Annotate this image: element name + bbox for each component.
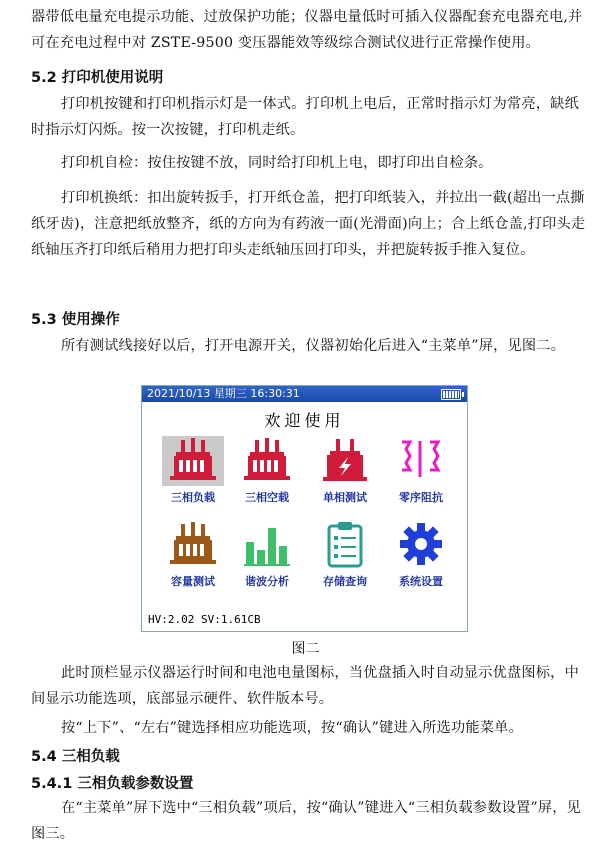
tile-label: 存储查询 bbox=[323, 575, 367, 588]
paragraph-intro: 器带低电量充电提示功能、过放保护功能；仪器电量低时可插入仪器配套充电器充电,并可在充电过程中对 ZSTE-9500 变压器能效等级综合测试仪进行正常操作使用。 bbox=[31, 9, 583, 51]
section-heading-5-3: 5.3 使用操作 bbox=[31, 312, 120, 328]
tile-label: 零序阻抗 bbox=[399, 491, 443, 504]
transformer-icon bbox=[236, 436, 298, 486]
menu-tile-harmonic-analysis[interactable] bbox=[232, 520, 302, 589]
status-bar bbox=[142, 386, 467, 402]
tile-label: 三相负载 bbox=[171, 491, 215, 504]
tile-label: 系统设置 bbox=[399, 575, 443, 588]
coil-icon bbox=[390, 436, 452, 486]
device-main-menu-screen bbox=[141, 385, 468, 632]
tile-label: 谐波分析 bbox=[245, 575, 289, 588]
tile-label: 三相空载 bbox=[245, 491, 289, 504]
paragraph-printer-button: 打印机按键和打印机指示灯是一体式。打印机上电后，正常时指示灯为常亮，缺纸时指示灯闪烁。按一次按键，打印机走纸。 bbox=[31, 96, 579, 138]
menu-tile-storage-query[interactable] bbox=[310, 520, 380, 589]
transformer-icon bbox=[162, 520, 224, 570]
menu-tile-single-phase-test[interactable] bbox=[310, 436, 380, 505]
battery-icon bbox=[441, 389, 461, 400]
lightning-transformer-icon bbox=[314, 436, 376, 486]
tile-label: 单相测试 bbox=[323, 491, 367, 504]
section-heading-5-4-1: 5.4.1 三相负载参数设置 bbox=[31, 776, 194, 792]
transformer-icon bbox=[162, 436, 224, 486]
menu-tile-system-settings[interactable] bbox=[386, 520, 456, 589]
paragraph-key-navigation: 按“上下”、“左右”键选择相应功能选项，按“确认”键进入所选功能菜单。 bbox=[61, 720, 523, 736]
paragraph-printer-selftest: 打印机自检：按住按键不放，同时给打印机上电，即打印出自检条。 bbox=[61, 155, 493, 171]
bar-chart-icon bbox=[236, 520, 298, 570]
paragraph-load-settings: 在“主菜单”屏下选中“三相负载”项后，按“确认”键进入“三相负载参数设置”屏，见图三。 bbox=[31, 800, 582, 842]
welcome-title: 欢迎使用 bbox=[264, 411, 345, 430]
menu-tile-three-phase-load[interactable] bbox=[158, 436, 228, 505]
section-heading-5-2: 5.2 打印机使用说明 bbox=[31, 70, 164, 86]
figure-caption: 图二 bbox=[291, 641, 320, 657]
menu-tile-capacity-test[interactable] bbox=[158, 520, 228, 589]
version-info: HV:2.02 SV:1.61CB bbox=[148, 613, 261, 626]
datetime-text: 2021/10/13 星期三 16:30:31 bbox=[147, 387, 300, 400]
paragraph-screen-description: 此时顶栏显示仪器运行时间和电池电量图标，当优盘插入时自动显示优盘图标，中间显示功能选项，底部显示硬件、软件版本号。 bbox=[31, 665, 579, 707]
menu-tile-zero-sequence[interactable] bbox=[386, 436, 456, 505]
gear-icon bbox=[390, 520, 452, 570]
menu-tile-three-phase-noload[interactable] bbox=[232, 436, 302, 505]
tile-label: 容量测试 bbox=[171, 575, 215, 588]
paragraph-operation: 所有测试线接好以后，打开电源开关，仪器初始化后进入“主菜单”屏，见图二。 bbox=[61, 338, 566, 354]
clipboard-icon bbox=[314, 520, 376, 570]
section-heading-5-4: 5.4 三相负载 bbox=[31, 749, 120, 765]
paragraph-printer-paper: 打印机换纸：扣出旋转扳手，打开纸仓盖，把打印纸装入，并拉出一截(超出一点撕纸牙齿)，注意把纸放整齐，纸的方向为有药液一面(光滑面)向上；合上纸仓盖,打印头走纸轴压齐打印纸后稍用力把打印头走纸轴压回打印头，并把旋转扳手推入复位。 bbox=[31, 190, 586, 258]
